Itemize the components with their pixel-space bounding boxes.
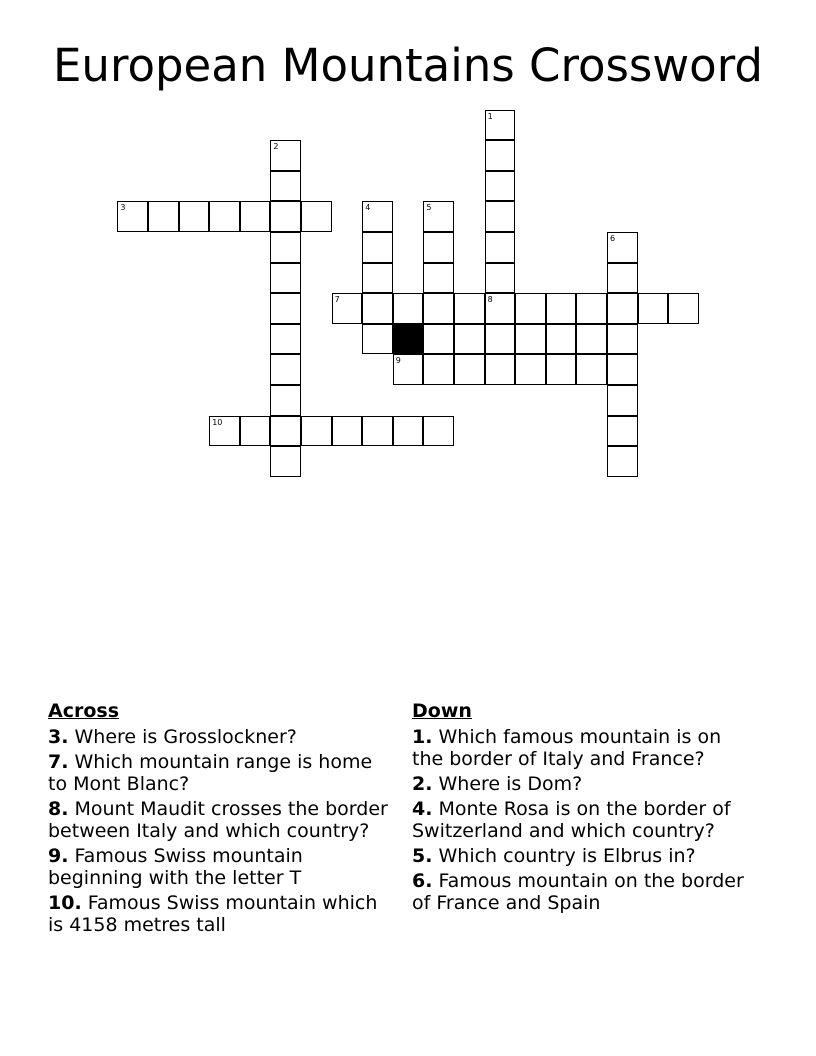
clue-down-1 [412,726,752,770]
grid-cell[interactable] [454,293,485,324]
grid-cell[interactable] [148,201,179,232]
clue-number-label: 6 [610,234,616,243]
grid-cell[interactable] [607,354,638,385]
grid-cell[interactable] [607,324,638,355]
grid-cell[interactable] [362,201,393,232]
clue-down-2 [412,773,752,795]
grid-cell[interactable] [270,201,301,232]
grid-cell[interactable] [332,293,363,324]
clue-number: 5. [412,845,433,867]
grid-cell[interactable] [485,354,516,385]
grid-cell[interactable] [393,416,424,447]
grid-cell[interactable] [423,324,454,355]
clue-across-10 [48,892,388,936]
clue-number-label: 4 [365,203,371,213]
grid-cell[interactable] [485,110,516,141]
grid-cell[interactable] [423,293,454,324]
grid-cell[interactable] [638,293,669,324]
grid-cell[interactable] [515,324,546,355]
grid-cell[interactable] [423,354,454,385]
grid-cell[interactable] [546,293,577,324]
grid-cell[interactable] [515,354,546,385]
grid-cell[interactable] [485,293,516,324]
grid-cell[interactable] [423,263,454,294]
grid-block [393,324,424,355]
clue-number: 6. [412,870,433,892]
grid-cell[interactable] [576,324,607,355]
grid-cell[interactable] [362,263,393,294]
clue-down-6 [412,870,752,914]
clue-across-9 [48,845,388,889]
grid-cell[interactable] [546,324,577,355]
grid-cell[interactable] [607,416,638,447]
grid-cell[interactable] [454,324,485,355]
clue-number-label: 8 [487,295,493,305]
grid-cell[interactable] [607,293,638,324]
page-title: European Mountains Crossword [52,39,763,92]
grid-cell[interactable] [270,416,301,447]
grid-cell[interactable] [423,232,454,263]
clue-text: Which famous mountain is on the border of Italy and France? [412,726,722,770]
grid-cell[interactable] [393,354,424,385]
grid-cell[interactable] [485,324,516,355]
clue-number: 4. [412,798,433,820]
grid-cell[interactable] [270,324,301,355]
clue-across-8 [48,798,388,842]
clue-number: 2. [412,773,433,795]
grid-cell[interactable] [332,416,363,447]
grid-cell[interactable] [270,354,301,385]
clue-text: Famous Swiss mountain which is 4158 metres tall [48,892,378,936]
grid-cell[interactable] [485,201,516,232]
grid-cell[interactable] [485,263,516,294]
clue-down-4 [412,798,752,842]
grid-cell[interactable] [393,293,424,324]
grid-cell[interactable] [240,201,271,232]
clue-text: Famous Swiss mountain beginning with the letter T [48,845,303,889]
grid-cell[interactable] [454,354,485,385]
clue-number: 1. [412,726,433,748]
across-heading: Across [48,700,120,722]
grid-cell[interactable] [270,171,301,202]
clue-text: Monte Rosa is on the border of Switzerland and which country? [412,798,731,842]
clue-text: Which mountain range is home to Mont Blanc? [48,751,373,795]
clue-down-5 [412,845,752,867]
clue-text: Where is Grosslockner? [74,726,297,748]
grid-cell[interactable] [301,416,332,447]
clue-number-label: 9 [395,356,401,366]
grid-cell[interactable] [270,293,301,324]
grid-cell[interactable] [362,232,393,263]
grid-cell[interactable] [485,171,516,202]
down-clues [412,700,752,917]
grid-cell[interactable] [576,354,607,385]
clue-number: 3. [48,726,69,748]
grid-cell[interactable] [362,416,393,447]
grid-cell[interactable] [607,385,638,416]
grid-cell[interactable] [423,416,454,447]
clue-text: Where is Dom? [438,773,583,795]
clue-number: 10. [48,892,82,914]
grid-cell[interactable] [576,293,607,324]
grid-cell[interactable] [362,324,393,355]
grid-cell[interactable] [423,201,454,232]
clue-number-label: 5 [426,203,432,213]
grid-cell[interactable] [209,416,240,447]
clue-number-label: 10 [212,417,223,427]
grid-cell[interactable] [485,140,516,171]
clue-number-label: 3 [120,203,126,213]
grid-cell[interactable] [485,232,516,263]
grid-cell[interactable] [179,201,210,232]
clue-text: Mount Maudit crosses the border between Italy and which country? [48,798,388,842]
grid-cell[interactable] [362,293,393,324]
across-clues [48,700,388,939]
crossword-grid [0,0,816,500]
grid-cell[interactable] [607,446,638,477]
grid-cell[interactable] [270,140,301,171]
clue-number: 8. [48,798,69,820]
clue-number: 9. [48,845,69,867]
clue-text: Famous mountain on the border of France and Spain [412,870,744,914]
grid-cell[interactable] [668,293,699,324]
clue-across-7 [48,751,388,795]
clue-number: 7. [48,751,69,773]
clue-across-3 [48,726,388,748]
grid-cell[interactable] [209,201,240,232]
grid-cell[interactable] [270,385,301,416]
grid-cell[interactable] [270,263,301,294]
clue-number-label: 2 [273,142,279,152]
grid-cell[interactable] [546,354,577,385]
grid-cell[interactable] [270,446,301,477]
grid-cell[interactable] [117,201,148,232]
grid-cell[interactable] [301,201,332,232]
clue-number-label: 1 [487,111,493,121]
clue-text: Which country is Elbrus in? [438,845,696,867]
grid-cell[interactable] [515,293,546,324]
grid-cell[interactable] [607,232,638,263]
grid-cell[interactable] [240,416,271,447]
down-heading: Down [412,700,472,722]
grid-cell[interactable] [607,263,638,294]
clue-number-label: 7 [334,295,340,305]
grid-cell[interactable] [270,232,301,263]
